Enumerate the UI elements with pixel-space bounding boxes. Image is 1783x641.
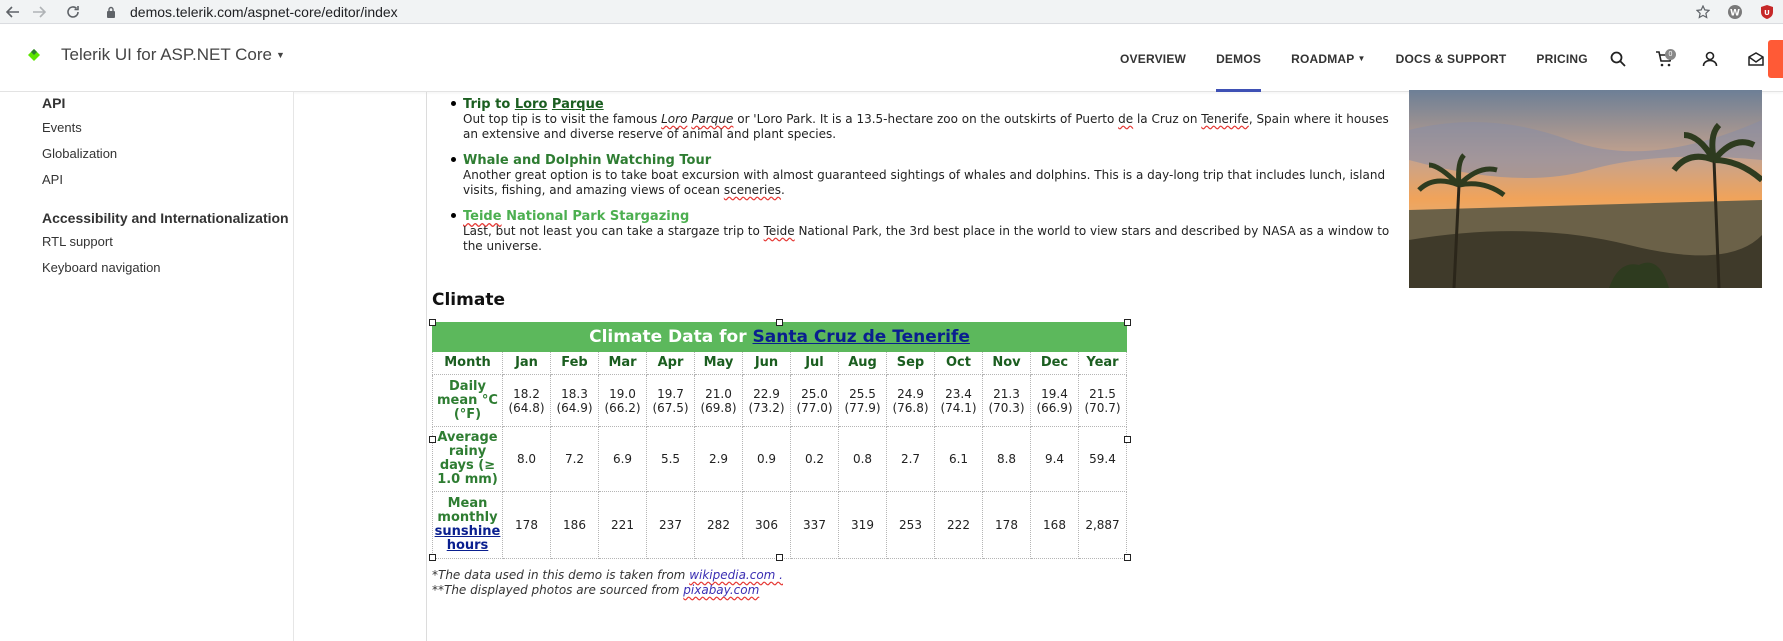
table-cell[interactable]: 23.4 (74.1) [935, 375, 983, 427]
sidebar-item-events[interactable]: Events [42, 120, 82, 135]
footnote-data-source: *The data used in this demo is taken from wikipedia.com . [432, 568, 783, 582]
telerik-logo-icon [24, 45, 44, 65]
resize-handle[interactable] [429, 436, 436, 443]
header-cell[interactable]: Year [1079, 352, 1127, 375]
bullet [451, 157, 456, 162]
nav-roadmap[interactable]: ROADMAP ▼ [1291, 51, 1366, 66]
header-cell[interactable]: Jul [791, 352, 839, 375]
editor-content-area[interactable] [427, 92, 1762, 641]
table-cell[interactable]: 24.9 (76.8) [887, 375, 935, 427]
table-cell[interactable]: 306 [743, 492, 791, 559]
forward-arrow-icon [32, 5, 46, 19]
nav-demos[interactable]: DEMOS [1216, 25, 1261, 92]
resize-handle[interactable] [1124, 554, 1131, 561]
header-cell[interactable]: Dec [1031, 352, 1079, 375]
sidebar-item-keyboard-navigation[interactable]: Keyboard navigation [42, 260, 161, 275]
sidebar-item-globalization[interactable]: Globalization [42, 146, 118, 161]
resize-handle[interactable] [776, 319, 783, 326]
trip-title: Teide National Park Stargazing [463, 209, 690, 224]
table-cell[interactable]: 25.5 (77.9) [839, 375, 887, 427]
table-cell[interactable]: 0.2 [791, 427, 839, 492]
trip-description: Another great option is to take boat excursion with almost guaranteed sightings of whales and dolphins. This is a day-long trip that includes lunch, island visits, fishing, and amazing views of ocean sceneries. [463, 168, 1386, 197]
table-cell[interactable]: 5.5 [647, 427, 695, 492]
table-cell[interactable]: 222 [935, 492, 983, 559]
wikipedia-link[interactable]: wikipedia.com . [689, 568, 783, 582]
address-bar[interactable] [103, 1, 1693, 23]
brand-name: Telerik UI for ASP.NET Core [61, 45, 273, 64]
feedback-tab[interactable] [1768, 40, 1783, 78]
nav-pricing[interactable]: PRICING [1536, 51, 1588, 66]
header-cell[interactable]: Aug [839, 352, 887, 375]
header-cell[interactable]: Jan [503, 352, 551, 375]
table-cell[interactable]: 19.7 (67.5) [647, 375, 695, 427]
caret-down-icon: ▼ [276, 50, 285, 60]
row-label-sunshine[interactable]: Mean monthly sunshine hours [433, 492, 503, 559]
table-cell[interactable]: 19.0 (66.2) [599, 375, 647, 427]
header-cell[interactable]: Oct [935, 352, 983, 375]
climate-table[interactable] [432, 322, 1127, 559]
back-arrow-icon [6, 5, 20, 19]
resize-handle[interactable] [429, 319, 436, 326]
editor-container [426, 92, 1761, 641]
sidebar-item-rtl-support[interactable]: RTL support [42, 234, 113, 249]
header-cell[interactable]: Apr [647, 352, 695, 375]
row-label-rainy-days[interactable]: Average rainy days (≥ 1.0 mm) [433, 427, 503, 492]
table-header-row [433, 352, 1127, 375]
lock-icon [103, 6, 119, 18]
table-cell[interactable]: 6.1 [935, 427, 983, 492]
sidebar-item-api[interactable]: API [42, 172, 63, 187]
url-text: demos.telerik.com/aspnet-core/editor/index [130, 4, 398, 20]
table-cell[interactable]: 9.4 [1031, 427, 1079, 492]
header-cell[interactable]: Month [433, 352, 503, 375]
site-header [0, 25, 1783, 92]
table-cell[interactable]: 25.0 (77.0) [791, 375, 839, 427]
header-cell[interactable]: Sep [887, 352, 935, 375]
table-cell[interactable]: 319 [839, 492, 887, 559]
table-cell[interactable]: 22.9 (73.2) [743, 375, 791, 427]
extension-w-icon[interactable] [1719, 0, 1751, 24]
table-cell[interactable]: 237 [647, 492, 695, 559]
table-cell[interactable]: 8.0 [503, 427, 551, 492]
extension-shield-icon[interactable] [1751, 0, 1783, 24]
bullet [451, 213, 456, 218]
caret-down-icon: ▼ [1357, 54, 1366, 63]
header-cell[interactable]: Mar [599, 352, 647, 375]
header-cell[interactable]: May [695, 352, 743, 375]
table-cell[interactable]: 253 [887, 492, 935, 559]
climate-table-wrapper[interactable] [432, 322, 1127, 559]
table-cell[interactable]: 59.4 [1079, 427, 1127, 492]
table-cell[interactable]: 2.9 [695, 427, 743, 492]
table-cell[interactable]: 178 [503, 492, 551, 559]
reload-icon [66, 5, 80, 19]
trip-title: Whale and Dolphin Watching Tour [463, 153, 712, 168]
table-cell[interactable]: 18.3 (64.9) [551, 375, 599, 427]
table-cell[interactable]: 18.2 (64.8) [503, 375, 551, 427]
pixabay-link[interactable]: pixabay.com [683, 583, 760, 597]
table-cell[interactable]: 0.8 [839, 427, 887, 492]
back-button[interactable] [0, 0, 26, 24]
table-cell[interactable]: 6.9 [599, 427, 647, 492]
reload-button[interactable] [60, 0, 86, 24]
table-cell[interactable]: 282 [695, 492, 743, 559]
table-cell[interactable]: 186 [551, 492, 599, 559]
footnote-photo-source: **The displayed photos are sourced from pixabay.com [432, 583, 760, 597]
table-caption: Climate Data for Santa Cruz de Tenerife [433, 323, 1127, 352]
table-cell[interactable]: 21.5 (70.7) [1079, 375, 1127, 427]
table-cell[interactable]: 19.4 (66.9) [1031, 375, 1079, 427]
resize-handle[interactable] [776, 554, 783, 561]
resize-handle[interactable] [1124, 319, 1131, 326]
nav-docs-support[interactable]: DOCS & SUPPORT [1395, 51, 1507, 66]
svg-text:U: U [1764, 9, 1770, 17]
sunshine-hours-link[interactable]: sunshine hours [434, 524, 501, 553]
browser-toolbar [0, 0, 1783, 24]
table-cell[interactable]: 21.3 (70.3) [983, 375, 1031, 427]
svg-text:W: W [1730, 8, 1740, 19]
sidebar-section-accessibility: Accessibility and Internationalization [42, 210, 289, 226]
sidebar [0, 92, 294, 641]
resize-handle[interactable] [429, 554, 436, 561]
bullet [451, 101, 456, 106]
table-row [433, 375, 1127, 427]
sidebar-section-api: API [42, 95, 66, 111]
trip-title-link[interactable]: Loro [514, 97, 548, 112]
header-cell[interactable]: Feb [551, 352, 599, 375]
table-cell[interactable]: 8.8 [983, 427, 1031, 492]
table-row [433, 492, 1127, 559]
resize-handle[interactable] [1124, 436, 1131, 443]
cart-count-badge: 0 [1665, 49, 1676, 60]
forward-button[interactable] [26, 0, 52, 24]
brand-menu[interactable] [24, 45, 285, 65]
cart-icon[interactable] [1641, 25, 1687, 92]
santa-cruz-link[interactable]: Santa Cruz de Tenerife [752, 327, 970, 347]
header-cell[interactable]: Nov [983, 352, 1031, 375]
climate-heading: Climate [432, 290, 505, 310]
table-cell[interactable]: 2,887 [1079, 492, 1127, 559]
table-cell[interactable]: 337 [791, 492, 839, 559]
trip-description: Out top tip is to visit the famous Loro Parque or 'Loro Park. It is a 13.5-hectare zoo on the outskirts of Puerto de la Cruz on Tenerife, Spain where it houses an extensive and diverse reserve of animal and plant species. [463, 112, 1389, 141]
header-cell[interactable]: Jun [743, 352, 791, 375]
search-icon[interactable] [1595, 25, 1641, 92]
tenerife-sunset-photo [1409, 90, 1762, 288]
row-label-daily-mean[interactable]: Daily mean °C (°F) [433, 375, 503, 427]
account-icon[interactable] [1687, 25, 1733, 92]
nav-overview[interactable]: OVERVIEW [1120, 51, 1187, 66]
trip-description: Last, but not least you can take a stargaze trip to Teide National Park, the 3rd best place in the world to view stars and described by NASA as a window to the universe. [463, 224, 1390, 253]
trip-title-link[interactable]: Parque [551, 97, 604, 112]
table-cell[interactable]: 178 [983, 492, 1031, 559]
table-cell[interactable]: 2.7 [887, 427, 935, 492]
table-cell[interactable]: 168 [1031, 492, 1079, 559]
bookmark-star-icon[interactable] [1687, 0, 1719, 24]
table-cell[interactable]: 7.2 [551, 427, 599, 492]
table-cell[interactable]: 0.9 [743, 427, 791, 492]
table-cell[interactable]: 21.0 (69.8) [695, 375, 743, 427]
table-cell[interactable]: 221 [599, 492, 647, 559]
trip-title: Trip to Loro Parque [463, 97, 604, 112]
table-row [433, 427, 1127, 492]
